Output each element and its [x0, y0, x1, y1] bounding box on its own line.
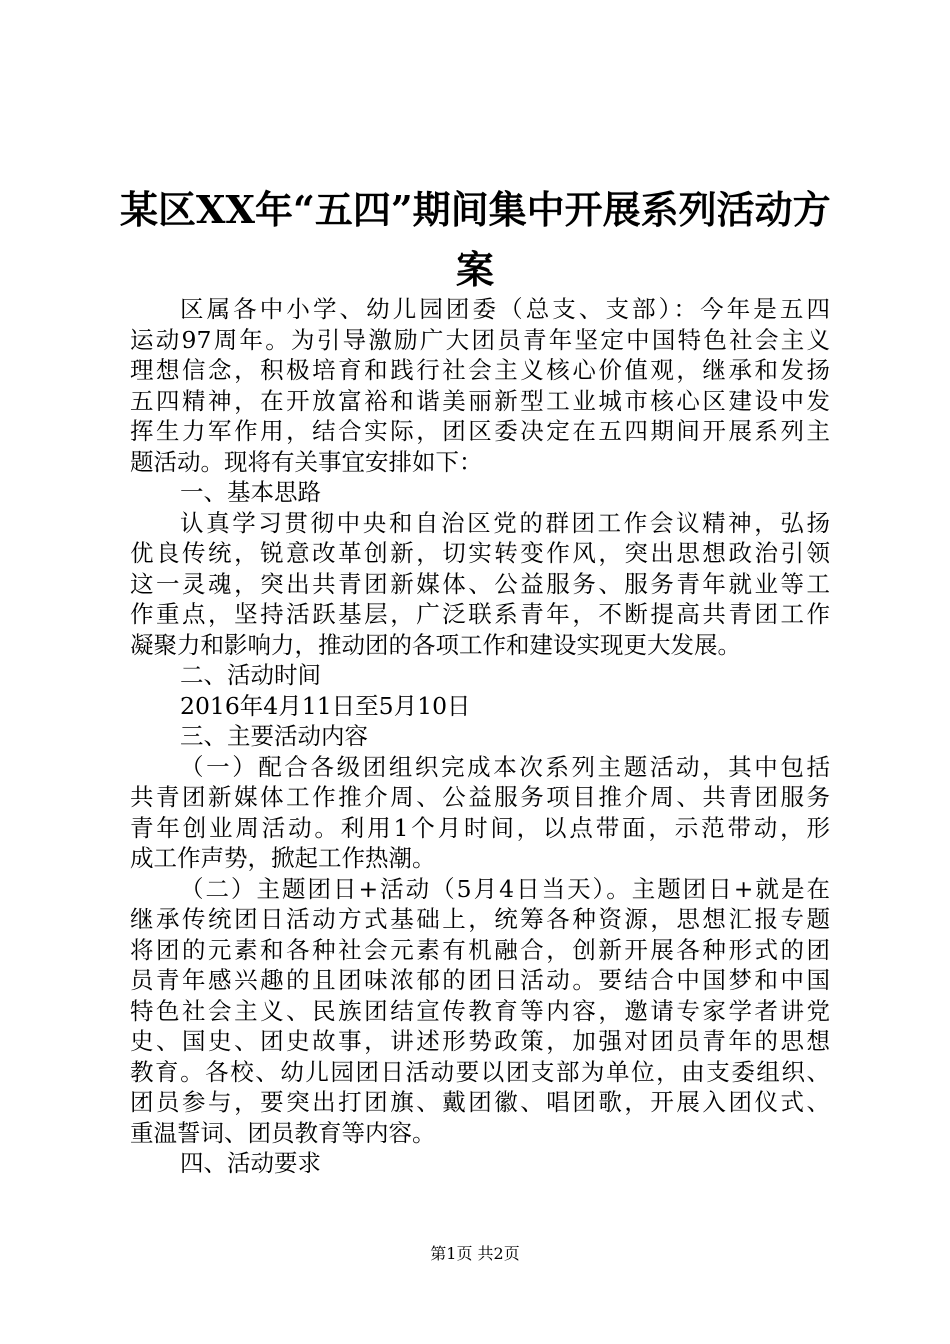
paragraph-line: （二）主题团日+活动（5月4日当天）。主题团日+就是在 — [180, 874, 830, 903]
paragraph-line: 理想信念，积极培育和践行社会主义核心价值观，继承和发扬 — [130, 356, 830, 384]
document-body — [130, 294, 830, 1179]
paragraph-line: 青年创业周活动。利用1个月时间，以点带面，示范带动，形 — [130, 813, 830, 842]
page-number-footer: 第1页 共2页 — [430, 1244, 520, 1263]
date-range-line: 2016年4月11日至5月10日 — [180, 691, 471, 720]
paragraph-line: 运动97周年。为引导激励广大团员青年坚定中国特色社会主义 — [130, 325, 830, 354]
document-title-line-1: 某区XX年“五四”期间集中开展系列活动方 — [120, 187, 831, 232]
section-heading: 二、活动时间 — [180, 661, 321, 689]
paragraph-line: 员青年感兴趣的且团味浓郁的团日活动。要结合中国梦和中国 — [130, 966, 830, 994]
paragraph-line: 特色社会主义、民族团结宣传教育等内容，邀请专家学者讲党 — [130, 996, 830, 1025]
paragraph-line: 将团的元素和各种社会元素有机融合，创新开展各种形式的团 — [130, 935, 830, 964]
paragraph-line: 认真学习贯彻中央和自治区党的群团工作会议精神，弘扬 — [180, 508, 830, 537]
paragraph-line: 继承传统团日活动方式基础上，统筹各种资源，思想汇报专题 — [130, 905, 830, 933]
paragraph-line: 题活动。现将有关事宜安排如下： — [130, 447, 483, 476]
paragraph-line: 凝聚力和影响力，推动团的各项工作和建设实现更大发展。 — [130, 630, 741, 659]
paragraph-line: 作重点，坚持活跃基层，广泛联系青年，不断提高共青团工作 — [130, 600, 830, 628]
paragraph-line: 挥生力军作用，结合实际，团区委决定在五四期间开展系列主 — [130, 417, 830, 445]
paragraph-line: 这一灵魂，突出共青团新媒体、公益服务、服务青年就业等工 — [130, 569, 830, 598]
paragraph-line: （一）配合各级团组织完成本次系列主题活动，其中包括 — [180, 752, 830, 781]
paragraph-line: 团员参与，要突出打团旗、戴团徽、唱团歌，开展入团仪式、 — [130, 1088, 830, 1116]
paragraph-line: 共青团新媒体工作推介周、公益服务项目推介周、共青团服务 — [130, 783, 830, 811]
paragraph-line: 教育。各校、幼儿园团日活动要以团支部为单位，由支委组织、 — [130, 1057, 830, 1086]
paragraph-line: 区属各中小学、幼儿园团委（总支、支部）：今年是五四 — [180, 295, 830, 323]
document-title-line-2: 案 — [455, 247, 494, 292]
section-heading: 一、基本思路 — [180, 478, 321, 506]
paragraph-line: 史、国史、团史故事，讲述形势政策，加强对团员青年的思想 — [130, 1027, 830, 1055]
paragraph-line: 成工作声势，掀起工作热潮。 — [130, 844, 436, 872]
section-heading: 三、主要活动内容 — [180, 722, 368, 750]
section-heading: 四、活动要求 — [180, 1149, 321, 1177]
paragraph-line: 重温誓词、团员教育等内容。 — [130, 1118, 436, 1147]
paragraph-line: 五四精神，在开放富裕和谐美丽新型工业城市核心区建设中发 — [130, 386, 830, 415]
paragraph-line: 优良传统，锐意改革创新，切实转变作风，突出思想政治引领 — [130, 539, 830, 567]
